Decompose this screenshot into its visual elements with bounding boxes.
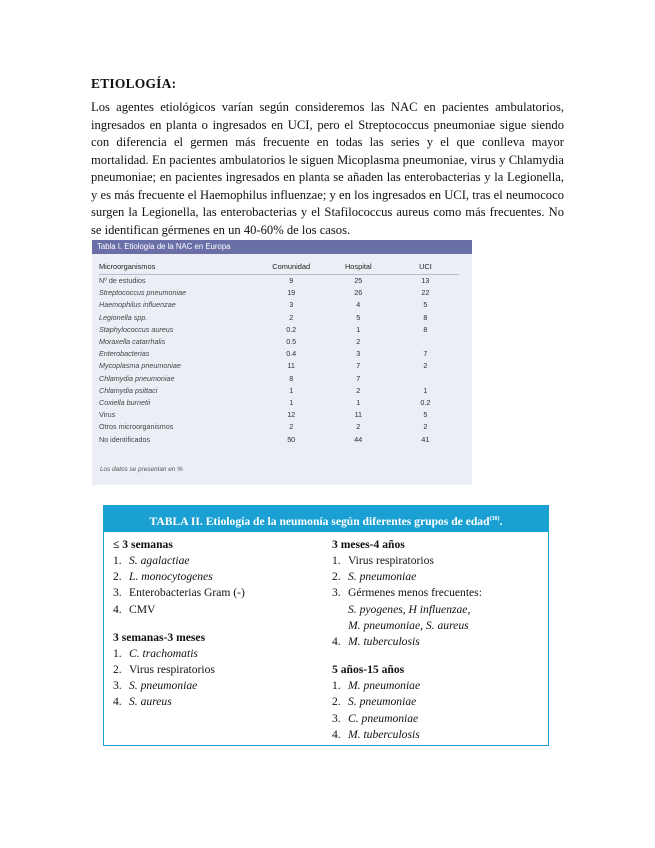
etiology-paragraph: Los agentes etiológicos varían según consideremos las NAC en pacientes ambulatorios, ingresados en planta o ingresados en UCI, pero el Streptococcus pneumoniae sigue siendo con diferencia el germen más frecuente en todas las series y el que conlleva mayor mortalidad. En pacientes ambulatorios le siguen Micoplasma pneumoniae, virus y Chlamydia pneumoniae; en pacientes ingresados en planta se añaden las enterobacterias y la Legionella, y es más frecuente el Haemophilus influenzae; y en los ingresados en UCI, tras el neumococo surgen la Legionella, las enterobacterias y el Stafilococcus aureus como más frecuentes. No se identifican gérmenes en un 40-60% de los casos. (91, 100, 564, 237)
table-row (99, 409, 459, 421)
table-2-right-column (332, 538, 542, 743)
cell-uci: 13 (421, 276, 430, 285)
table-2-etiology-by-age (103, 505, 549, 746)
table-row (99, 434, 459, 446)
cell-microorganism: Nº de estudios (99, 276, 146, 285)
cell-hospital: 7 (356, 361, 361, 371)
table-row (99, 348, 459, 360)
list-item: 3. Enterobacterias Gram (-) (113, 586, 245, 600)
age-group-title: ≤ 3 semanas (113, 538, 173, 551)
table-1-body (99, 275, 459, 446)
cell-hospital: 1 (356, 398, 361, 408)
list-item: 1. S. agalactiae (113, 554, 190, 567)
table-2-title-ref: (30) (489, 516, 500, 522)
cell-uci: 8 (423, 324, 428, 334)
list-item-sub: M. pneumoniae, S. aureus (348, 618, 469, 632)
list-item: 4. M. tuberculosis (332, 727, 420, 741)
table-2-left-column (113, 538, 318, 711)
list-item: 4. CMV (113, 602, 156, 616)
cell-hospital: 4 (356, 300, 361, 310)
age-group-list (113, 646, 318, 711)
cell-hospital: 2 (356, 337, 361, 347)
table-row (99, 385, 459, 397)
table-row (99, 360, 459, 372)
cell-uci: 5 (423, 410, 428, 420)
cell-hospital: 11 (354, 410, 363, 420)
list-item: 2. S. pneumoniae (332, 695, 417, 709)
cell-comunidad: 19 (287, 288, 296, 298)
section-heading: ETIOLOGÍA: (91, 76, 177, 91)
table-row (99, 299, 459, 311)
header-hospital: Hospital (344, 262, 372, 271)
cell-comunidad: 1 (289, 398, 294, 408)
cell-hospital: 3 (356, 349, 361, 359)
table-row (99, 324, 459, 336)
cell-comunidad: 1 (289, 385, 294, 395)
list-item: 4. M. tuberculosis (332, 635, 420, 649)
cell-microorganism: Enterobacterias (99, 349, 150, 359)
cell-microorganism: Mycoplasma pneumoniae (99, 361, 181, 371)
cell-microorganism: Haemophilus influenzae (99, 300, 176, 310)
cell-comunidad: 2 (289, 312, 294, 322)
cell-uci (392, 336, 459, 348)
table-row (99, 336, 459, 348)
cell-uci: 2 (423, 422, 428, 432)
list-item: 3. Gérmenes menos frecuentes: (332, 586, 482, 600)
age-group-list (332, 553, 542, 650)
table-1-grid (99, 262, 459, 446)
cell-uci: 41 (421, 434, 430, 444)
cell-microorganism: Legionella spp. (99, 312, 148, 322)
table-1-etiology-europe (92, 240, 472, 485)
age-group-title: 3 semanas-3 meses (113, 630, 206, 644)
age-group-title: 3 meses-4 años (332, 538, 405, 551)
table-row (99, 373, 459, 385)
list-item: 3. C. pneumoniae (332, 711, 419, 725)
cell-microorganism: Streptococcus pneumoniae (99, 288, 187, 298)
cell-comunidad: 0.2 (286, 324, 297, 334)
table-1-footnote: Los datos se presentan en % (100, 466, 183, 473)
cell-hospital: 5 (356, 312, 361, 322)
cell-uci: 7 (423, 349, 428, 359)
cell-comunidad: 12 (287, 410, 296, 420)
cell-microorganism: Chlamydia pneumoniae (99, 373, 175, 383)
table-row (99, 287, 459, 299)
cell-hospital: 25 (354, 276, 363, 285)
cell-uci (392, 373, 459, 385)
age-group-title: 5 años-15 años (332, 663, 405, 677)
cell-uci: 22 (421, 288, 430, 298)
cell-uci: 1 (423, 385, 428, 395)
cell-comunidad: 0.4 (286, 349, 297, 359)
cell-hospital: 2 (356, 422, 361, 432)
cell-microorganism: Virus (99, 410, 116, 420)
age-group-list (113, 553, 318, 618)
list-item: 2. S. pneumoniae (332, 570, 417, 584)
list-item-sub: S. pyogenes, H influenzae, (348, 602, 471, 616)
table-2-title-text: TABLA II. Etiología de la neumonía según diferentes grupos de edad (149, 514, 490, 528)
list-item: 2. L. monocytogenes (113, 570, 213, 584)
cell-microorganism: Otros microorganismos (99, 422, 174, 432)
table-row (99, 312, 459, 324)
cell-comunidad: 3 (289, 300, 294, 310)
cell-uci: 5 (423, 300, 428, 310)
cell-comunidad: 0.5 (286, 337, 297, 347)
table-1-title: Tabla I. Etiología de la NAC en Europa (92, 240, 472, 254)
cell-hospital: 44 (354, 434, 363, 444)
header-comunidad: Comunidad (272, 262, 311, 271)
cell-hospital: 2 (356, 385, 361, 395)
cell-comunidad: 8 (289, 373, 294, 383)
table-row (99, 275, 459, 287)
cell-hospital: 7 (356, 373, 361, 383)
list-item: 3. S. pneumoniae (113, 679, 198, 693)
cell-uci: 0.2 (420, 398, 431, 408)
table-2-title: TABLA II. Etiología de la neumonía según diferentes grupos de edad$^{(30)}$. (104, 506, 548, 532)
table-1-header-row (99, 262, 459, 275)
header-microorganismos: Microorganismos (99, 262, 156, 271)
cell-microorganism: Chlamydia psittaci (99, 385, 158, 395)
cell-hospital: 1 (356, 324, 361, 334)
age-group-list (332, 678, 542, 743)
list-item: 1. M. pneumoniae (332, 679, 421, 693)
cell-microorganism: Staphylococcus aureus (99, 324, 174, 334)
header-uci: UCI (419, 262, 432, 271)
cell-comunidad: 11 (287, 361, 295, 371)
list-item: 4. S. aureus (113, 695, 172, 709)
list-item: 1. C. trachomatis (113, 646, 198, 660)
table-row (99, 421, 459, 433)
table-row (99, 397, 459, 409)
cell-comunidad: 9 (289, 276, 294, 285)
cell-hospital: 26 (354, 288, 363, 298)
cell-comunidad: 50 (287, 434, 296, 444)
cell-microorganism: No identificados (99, 434, 151, 444)
cell-uci: 8 (423, 312, 428, 322)
cell-comunidad: 2 (289, 422, 294, 432)
cell-microorganism: Coxiella burnetii (99, 398, 151, 408)
list-item: 2. Virus respiratorios (113, 663, 215, 677)
list-item: 1. Virus respiratorios (332, 554, 434, 567)
cell-microorganism: Moraxella catarrhalis (99, 337, 166, 347)
cell-uci: 2 (423, 361, 428, 371)
